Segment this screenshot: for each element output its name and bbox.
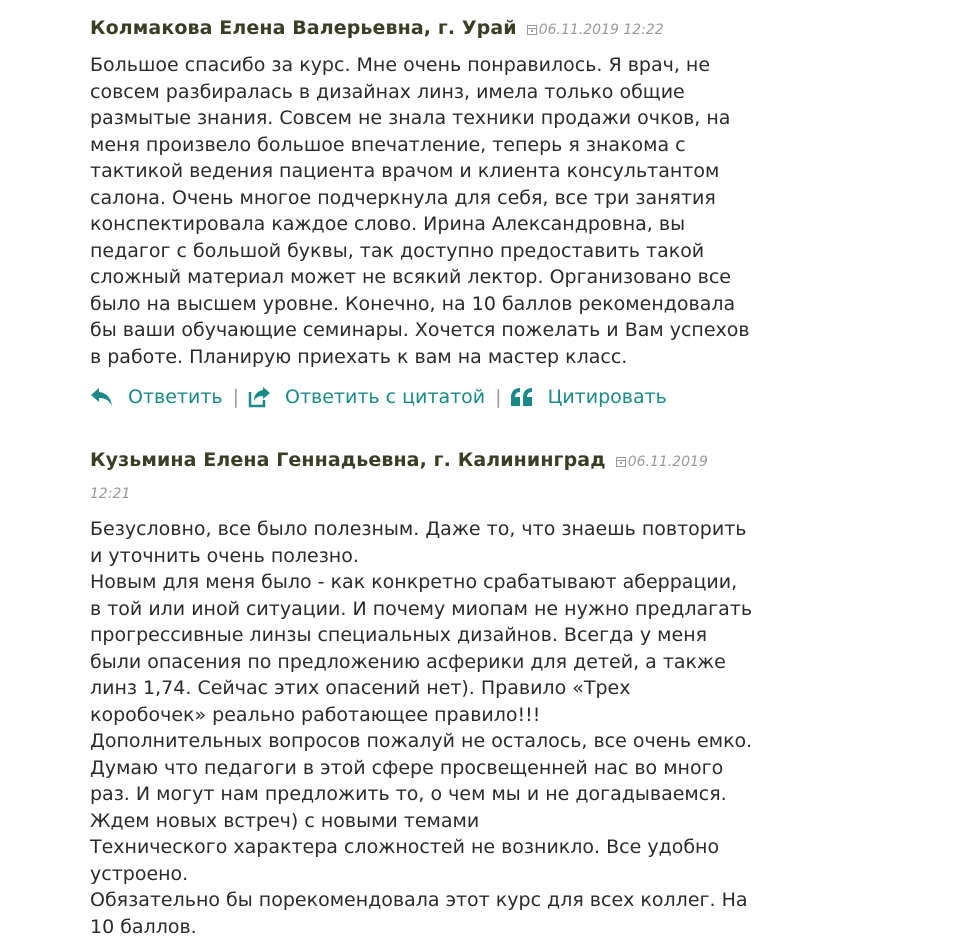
text-line: Дополнительных вопросов пожалуй не осталось, все очень емко.: [90, 730, 753, 752]
calendar-icon: [616, 457, 626, 467]
text-line: 10 баллов.: [90, 915, 197, 938]
text-line: Думаю что педагоги в этой сфере просвещенней нас во много: [90, 756, 724, 779]
text-line: педагог с большой буквы, так доступно предоставить такой: [90, 239, 705, 262]
text-line: Обязательно бы порекомендовала этот курс для всех коллег. На: [90, 889, 748, 911]
text-line: совсем разбиралась в дизайнах линз, имела только общие: [90, 80, 685, 103]
text-line: салона. Очень многое подчеркнула для себя, все три занятия: [90, 186, 716, 209]
quote-button[interactable]: [510, 386, 667, 408]
text-line: коробочек» реально работающее правило!!!: [90, 703, 541, 726]
text-line: меня произвело большое впечатление, теперь я знакома с: [90, 133, 686, 156]
text-line: устроено.: [90, 862, 189, 885]
action-separator: |: [232, 386, 239, 408]
text-line: Безусловно, все было полезным. Даже то, что знаешь повторить: [90, 518, 747, 540]
review-author: Кузьмина Елена Геннадьевна, г. Калининград: [90, 449, 606, 471]
text-line: было на высшем уровне. Конечно, на 10 баллов рекомендовала: [90, 292, 736, 315]
text-line: Большое спасибо за курс. Мне очень понравилось. Я врач, не: [90, 54, 711, 76]
review-author: Колмакова Елена Валерьевна, г. Урай: [90, 17, 517, 39]
text-line: бы ваши обучающие семинары. Хочется пожелать и Вам успехов: [90, 319, 750, 341]
text-line: конспектировала каждое слово. Ирина Александровна, вы: [90, 213, 686, 235]
reply-with-quote-label: Ответить с цитатой: [285, 386, 486, 408]
text-line: Ждем новых встреч) с новыми темами: [90, 809, 480, 832]
quote-marks-icon: [510, 387, 534, 407]
text-line: линз 1,74. Сейчас этих опасений нет). Правило «Трех: [90, 677, 631, 699]
review-actions: [90, 386, 810, 408]
review-header: [90, 446, 810, 508]
review-date: 06.11.2019 12:22: [538, 22, 664, 38]
calendar-icon: [527, 25, 537, 35]
action-separator: |: [495, 386, 502, 408]
text-line: тактикой ведения пациента врачом и клиента консультантом: [90, 160, 720, 182]
text-line: были опасения по предложению асферики для детей, а также: [90, 650, 726, 673]
review-date: 06.11.2019: [627, 454, 708, 470]
reply-label: Ответить: [128, 386, 223, 408]
review-item: [90, 446, 810, 940]
text-line: в той или иной ситуации. И почему миопам не нужно предлагать: [90, 597, 753, 620]
text-line: прогрессивные линзы специальных дизайнов. Всегда у меня: [90, 624, 708, 646]
review-header: [90, 14, 810, 44]
text-line: сложный материал может не всякий лектор. Организовано все: [90, 266, 731, 288]
reply-arrow-icon: [90, 387, 114, 407]
text-line: размытые знания. Совсем не знала техники продажи очков, на: [90, 107, 731, 129]
share-box-icon: [247, 386, 271, 408]
text-line: раз. И могут нам предложить то, о чем мы и не догадываемся.: [90, 783, 727, 805]
reply-with-quote-button[interactable]: [247, 386, 485, 408]
text-line: и уточнить очень полезно.: [90, 544, 359, 567]
reply-button[interactable]: [90, 386, 223, 408]
review-text: [90, 52, 810, 370]
review-time: 12:21: [90, 486, 131, 502]
review-text: [90, 516, 810, 940]
quote-label: Цитировать: [547, 386, 667, 408]
text-line: Технического характера сложностей не возникло. Все удобно: [90, 836, 720, 858]
review-item: [90, 14, 810, 408]
text-line: в работе. Планирую приехать к вам на мастер класс.: [90, 345, 628, 368]
text-line: Новым для меня было - как конкретно срабатывают аберрации,: [90, 571, 738, 593]
